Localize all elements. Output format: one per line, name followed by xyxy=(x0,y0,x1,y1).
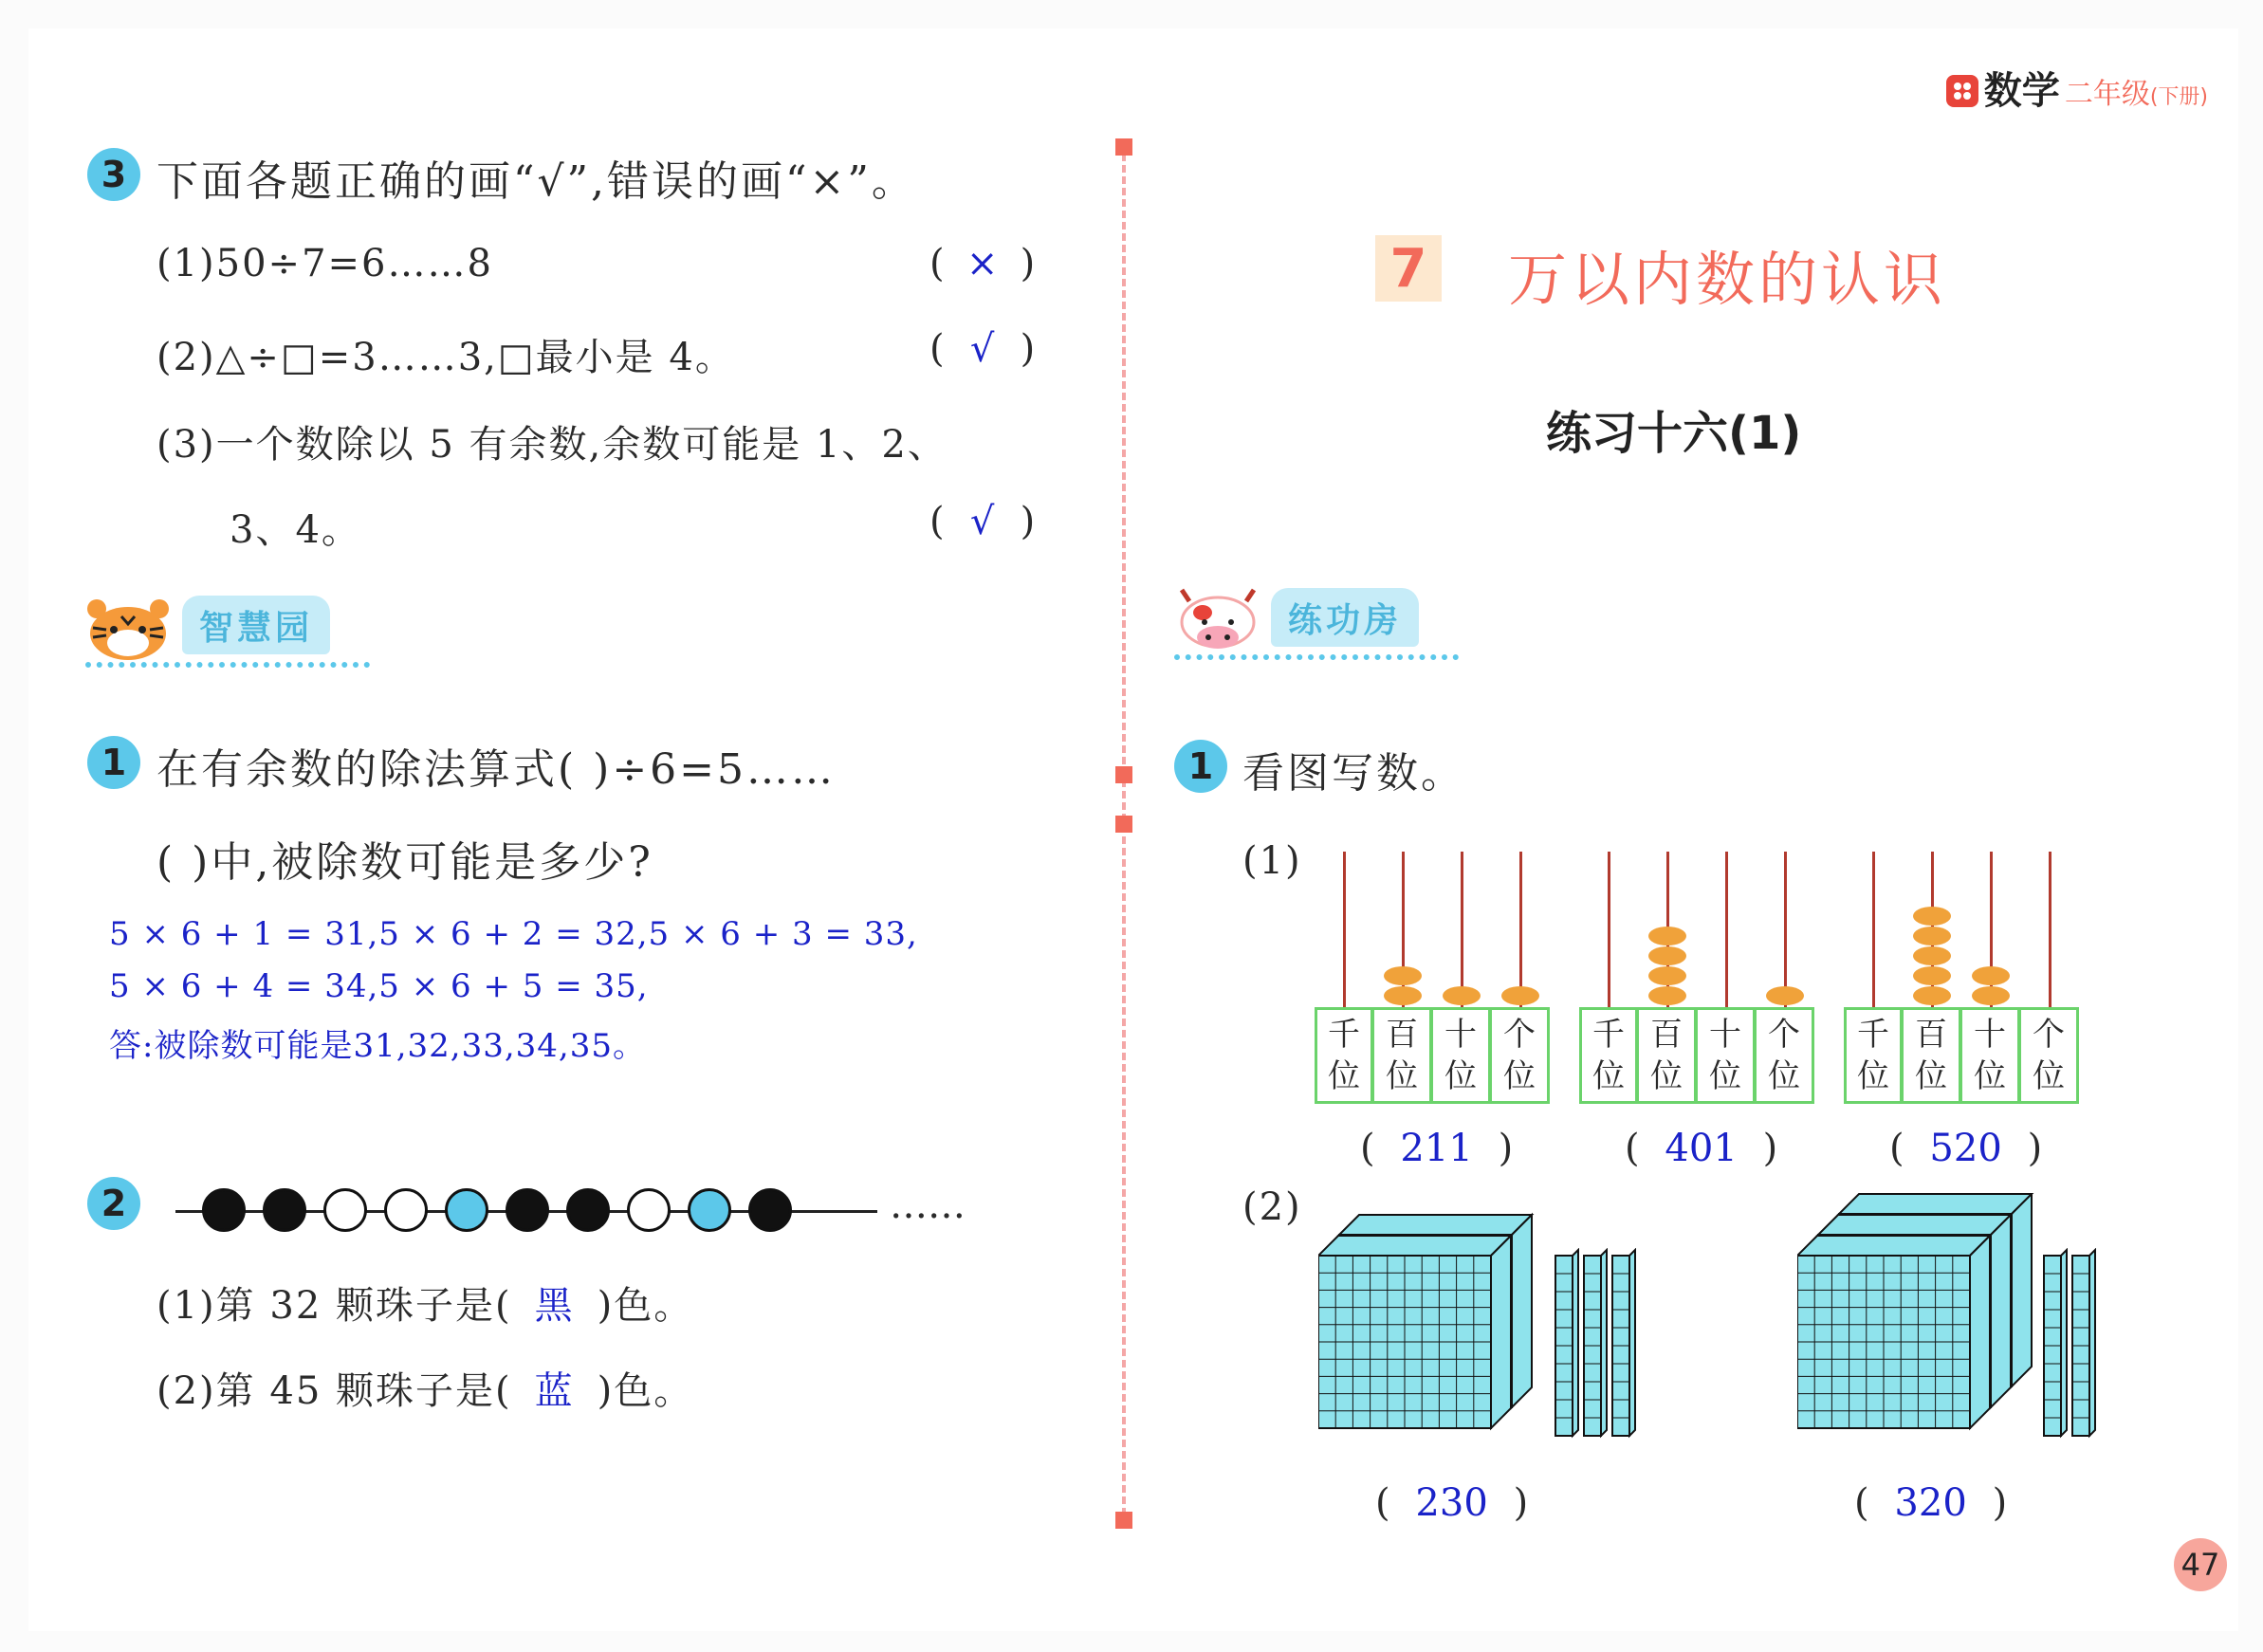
place-label: 位 xyxy=(1503,1057,1536,1095)
answer-text: 320 xyxy=(1894,1481,1967,1525)
answer-paren: ( 230 ) xyxy=(1375,1481,1529,1525)
judge-item: (3)一个数除以 5 有余数,余数可能是 1、2、 xyxy=(156,423,948,467)
hundred-flat xyxy=(1797,1236,1990,1428)
place-label: 百 xyxy=(1386,1016,1418,1054)
abacus-bead xyxy=(1913,927,1951,945)
place-label: 位 xyxy=(1592,1057,1625,1095)
abacus-bead xyxy=(1501,986,1539,1005)
judge-item: (2)△÷□=3……3,□最小是 4。 xyxy=(156,336,735,379)
abacus-rod xyxy=(1608,852,1610,1007)
grade-label: 二年级 xyxy=(2064,78,2150,111)
abacus-rod xyxy=(2049,852,2051,1007)
place-label: 百 xyxy=(1650,1016,1683,1054)
abacus xyxy=(1844,852,2079,1104)
section-title: 练功房 xyxy=(1271,588,1419,647)
place-cell xyxy=(1844,1007,1903,1104)
unit-title: 万以内数的认识 xyxy=(1508,245,1947,314)
question-prompt: 看图写数。 xyxy=(1242,749,1465,798)
answer-paren: ( 211 ) xyxy=(1360,1127,1514,1170)
bead-white xyxy=(627,1188,671,1232)
abacus-bead xyxy=(1913,966,1951,985)
place-label: 位 xyxy=(1328,1057,1360,1095)
place-label: 百 xyxy=(1915,1016,1947,1054)
place-cell xyxy=(1903,1007,1961,1104)
place-cell xyxy=(1961,1007,2020,1104)
page-divider xyxy=(1122,142,1126,1527)
abacus-rod xyxy=(1872,852,1875,1007)
place-cell xyxy=(1638,1007,1697,1104)
place-label: 千 xyxy=(1592,1016,1625,1054)
bead-black xyxy=(202,1188,246,1232)
abacus-bead xyxy=(1766,986,1804,1005)
bead-black xyxy=(506,1188,549,1232)
volume-label: (下册) xyxy=(2149,85,2208,109)
part-label: (2) xyxy=(1242,1185,1302,1229)
question-line: 在有余数的除法算式( )÷6=5…… xyxy=(156,745,837,794)
answer-line: 答:被除数可能是31,32,33,34,35。 xyxy=(109,1027,647,1065)
bead-white xyxy=(323,1188,367,1232)
page-number: 47 xyxy=(2174,1538,2227,1591)
logo-icon xyxy=(1946,75,1978,107)
divider-mark xyxy=(1115,816,1132,833)
bead-white xyxy=(384,1188,428,1232)
bead-blue xyxy=(688,1188,731,1232)
abacus-bead xyxy=(1913,907,1951,926)
place-label: 位 xyxy=(1386,1057,1418,1095)
place-label: 位 xyxy=(1857,1057,1889,1095)
ten-rod xyxy=(2042,1248,2070,1447)
place-label: 位 xyxy=(1444,1057,1477,1095)
place-label: 十 xyxy=(1709,1016,1741,1054)
hundred-flat xyxy=(1318,1236,1511,1428)
abacus-rod xyxy=(1725,852,1728,1007)
header-logo xyxy=(1946,61,2208,115)
answer-paren: ( √ ) xyxy=(929,327,1036,371)
answer-text: √ xyxy=(969,327,995,371)
abacus-bead xyxy=(1972,966,2010,985)
section-header-practice xyxy=(1174,588,1478,649)
bead-question-text: (2)第 45 颗珠子是( xyxy=(156,1369,512,1413)
abacus-rod xyxy=(1784,852,1787,1007)
abacus-bead xyxy=(1913,986,1951,1005)
place-cell xyxy=(1373,1007,1432,1104)
unit-number: 7 xyxy=(1375,235,1442,302)
section-title: 智慧园 xyxy=(182,596,330,654)
answer-text: 520 xyxy=(1929,1127,2002,1170)
abacus-rod xyxy=(1519,852,1522,1007)
ten-rod xyxy=(2070,1248,2099,1447)
ellipsis: …… xyxy=(890,1184,966,1227)
ten-rod xyxy=(1554,1248,1582,1447)
judge-item-cont: 3、4。 xyxy=(230,508,361,552)
answer-paren: ( 520 ) xyxy=(1889,1127,2043,1170)
place-label: 位 xyxy=(1650,1057,1683,1095)
hundred-blocks xyxy=(1797,1193,2082,1468)
place-cell xyxy=(1491,1007,1550,1104)
answer-line: 5 × 6 + 1 = 31,5 × 6 + 2 = 32,5 × 6 + 3 = 33, xyxy=(109,915,918,953)
bead-blue xyxy=(445,1188,488,1232)
exercise-title: 练习十六(1) xyxy=(1546,407,1802,460)
answer-text: 211 xyxy=(1400,1127,1473,1170)
cow-icon xyxy=(1174,588,1261,654)
abacus-bead xyxy=(1443,986,1481,1005)
answer-paren: ( × ) xyxy=(929,242,1036,285)
bead-question xyxy=(156,1276,693,1330)
answer-paren: ( 320 ) xyxy=(1854,1481,2008,1525)
abacus-bead xyxy=(1384,966,1422,985)
place-label: 千 xyxy=(1857,1016,1889,1054)
bead-question xyxy=(156,1361,693,1415)
question-prompt: 下面各题正确的画“√”,错误的画“×”。 xyxy=(156,157,916,206)
place-cell xyxy=(1579,1007,1638,1104)
answer-line: 5 × 6 + 4 = 34,5 × 6 + 5 = 35, xyxy=(109,967,649,1005)
part-label: (1) xyxy=(1242,839,1302,883)
tiger-icon xyxy=(85,597,171,662)
question-line: ( )中,被除数可能是多少? xyxy=(156,838,653,887)
abacus-bead xyxy=(1648,946,1686,965)
divider-mark xyxy=(1115,138,1132,156)
question-number: 2 xyxy=(87,1177,140,1230)
answer-text: 黑 xyxy=(534,1284,575,1328)
bead-question-text: )色。 xyxy=(597,1284,694,1328)
place-label: 十 xyxy=(1974,1016,2006,1054)
question-number: 1 xyxy=(1174,740,1227,793)
abacus-bead xyxy=(1384,986,1422,1005)
abacus xyxy=(1579,852,1814,1104)
bead-question-text: )色。 xyxy=(597,1369,694,1413)
place-label: 位 xyxy=(1915,1057,1947,1095)
abacus-bead xyxy=(1648,966,1686,985)
place-cell xyxy=(1315,1007,1373,1104)
answer-text: 230 xyxy=(1415,1481,1488,1525)
divider-mark xyxy=(1115,766,1132,783)
section-underline xyxy=(85,662,370,668)
bead-black xyxy=(748,1188,792,1232)
answer-text: √ xyxy=(969,500,995,543)
subject-label: 数学 xyxy=(1983,69,2060,113)
answer-text: 蓝 xyxy=(534,1369,575,1413)
place-label: 个 xyxy=(2033,1016,2065,1054)
question-number: 1 xyxy=(87,736,140,789)
answer-text: × xyxy=(966,242,999,285)
abacus-bead xyxy=(1972,986,2010,1005)
abacus xyxy=(1315,852,1550,1104)
abacus-rod xyxy=(1461,852,1463,1007)
question-number: 3 xyxy=(87,148,140,201)
abacus-bead xyxy=(1648,927,1686,945)
place-label: 位 xyxy=(1768,1057,1800,1095)
place-label: 个 xyxy=(1768,1016,1800,1054)
bead-black xyxy=(263,1188,306,1232)
judge-item: (1)50÷7=6……8 xyxy=(156,242,493,285)
abacus-rod xyxy=(1343,852,1346,1007)
bead-question-text: (1)第 32 颗珠子是( xyxy=(156,1284,512,1328)
ten-rod xyxy=(1610,1248,1639,1447)
place-label: 千 xyxy=(1328,1016,1360,1054)
bead-black xyxy=(566,1188,610,1232)
abacus-bead xyxy=(1648,986,1686,1005)
place-cell xyxy=(2020,1007,2079,1104)
place-label: 位 xyxy=(2033,1057,2065,1095)
place-cell xyxy=(1432,1007,1491,1104)
ten-rod xyxy=(1582,1248,1610,1447)
abacus-bead xyxy=(1913,946,1951,965)
answer-paren: ( √ ) xyxy=(929,500,1036,543)
section-header-wisdom xyxy=(85,596,389,656)
place-cell xyxy=(1697,1007,1756,1104)
place-label: 位 xyxy=(1974,1057,2006,1095)
place-label: 位 xyxy=(1709,1057,1741,1095)
place-label: 个 xyxy=(1503,1016,1536,1054)
place-cell xyxy=(1756,1007,1814,1104)
place-label: 十 xyxy=(1444,1016,1477,1054)
answer-paren: ( 401 ) xyxy=(1625,1127,1778,1170)
divider-mark xyxy=(1115,1512,1132,1529)
section-underline xyxy=(1174,654,1459,660)
answer-text: 401 xyxy=(1665,1127,1738,1170)
